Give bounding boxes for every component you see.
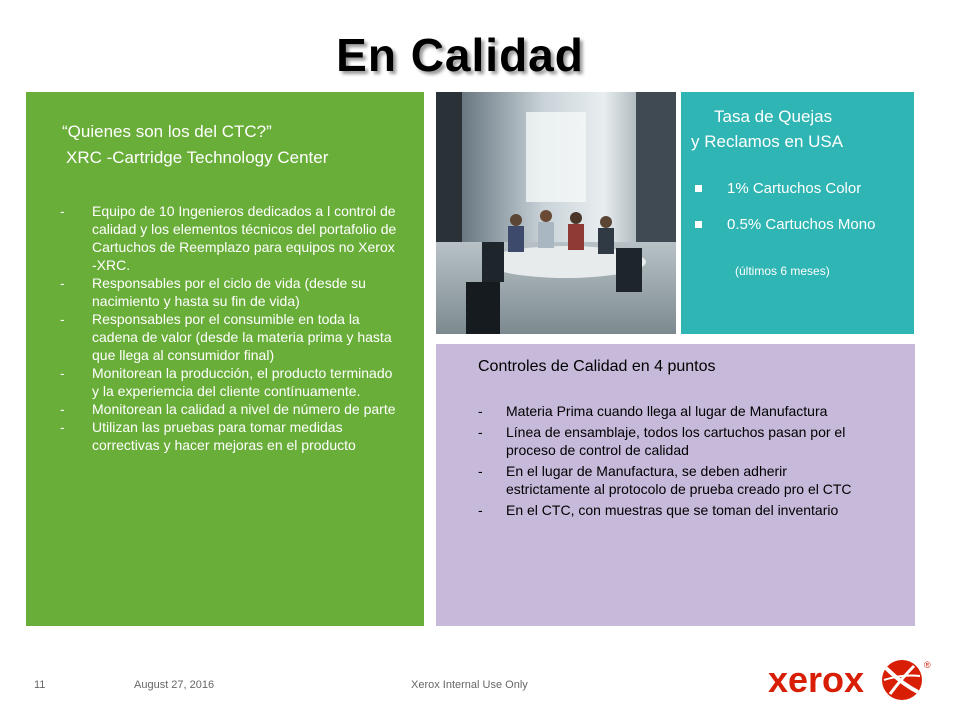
meeting-room-image (436, 92, 676, 334)
quality-controls-list (478, 402, 858, 522)
list-item-text: En el CTC, con muestras que se toman del inventario (506, 502, 839, 518)
list-item (60, 310, 400, 364)
list-item-text: Responsables por el consumible en toda la cadena de valor (desde la materia prima y hasta que llega al consumidor final) (92, 311, 392, 363)
dash-bullet: - (478, 403, 483, 419)
square-bullet-icon (695, 221, 702, 228)
dash-bullet: - (60, 365, 65, 381)
complaint-rate-subheading: y Reclamos en USA (691, 132, 844, 151)
list-item-text: En el lugar de Manufactura, se deben adherir estrictamente al protocolo de prueba creado pro el CTC (506, 463, 852, 497)
dash-bullet: - (60, 311, 65, 327)
dash-bullet: - (478, 424, 483, 440)
list-item-text: Monitorean la calidad a nivel de número de parte (92, 401, 396, 417)
list-item (60, 418, 400, 454)
list-item-text: Utilizan las pruebas para tomar medidas correctivas y hacer mejoras en el producto (92, 419, 356, 453)
list-item (695, 216, 875, 252)
xerox-logo (768, 654, 938, 704)
list-item (478, 462, 858, 498)
quality-controls-heading: Controles de Calidad en 4 puntos (478, 358, 716, 375)
dash-bullet: - (60, 275, 65, 291)
slide-title: En Calidad (336, 29, 584, 81)
complaint-rate-list (695, 180, 875, 252)
list-item-text: Equipo de 10 Ingenieros dedicados a l control de calidad y los elementos técnicos del portafolio de Cartuchos de Reemplazo para equipos no Xerox -XRC. (92, 203, 397, 273)
complaint-rate-heading: Tasa de Quejas (714, 107, 833, 126)
ctc-info-panel (26, 92, 424, 626)
office-meeting-photo (436, 92, 676, 334)
square-bullet-icon (695, 185, 702, 192)
ctc-question-heading: “Quienes son los del CTC?” (62, 122, 272, 141)
list-item (60, 202, 400, 274)
list-item (478, 423, 858, 459)
list-item-text: 0.5% Cartuchos Mono (727, 216, 876, 233)
dash-bullet: - (60, 401, 65, 417)
dash-bullet: - (60, 203, 65, 219)
dash-bullet: - (478, 463, 483, 479)
list-item-text: Responsables por el ciclo de vida (desde su nacimiento y hasta su fin de vida) (92, 275, 366, 309)
dash-bullet: - (60, 419, 65, 435)
list-item (478, 501, 858, 519)
classification-label: Xerox Internal Use Only (411, 679, 528, 691)
list-item-text: Línea de ensamblaje, todos los cartuchos pasan por el proceso de control de calidad (506, 424, 846, 458)
list-item-text: Monitorean la producción, el producto terminado y la experiemcia del cliente contínuamente. (92, 365, 393, 399)
complaint-rate-panel (681, 92, 914, 334)
xerox-ball-icon (882, 660, 922, 700)
ctc-responsibilities-list (60, 202, 400, 454)
list-item (60, 274, 400, 310)
dash-bullet: - (478, 502, 483, 518)
list-item (60, 400, 400, 418)
slide-date: August 27, 2016 (134, 679, 215, 691)
list-item (695, 180, 875, 216)
trademark-symbol: ® (924, 660, 931, 670)
list-item (478, 402, 858, 420)
page-number: 11 (34, 679, 46, 691)
list-item-text: Materia Prima cuando llega al lugar de Manufactura (506, 403, 828, 419)
ctc-name-heading: XRC -Cartridge Technology Center (66, 148, 329, 167)
period-note: (últimos 6 meses) (735, 264, 830, 278)
list-item (60, 364, 400, 400)
xerox-wordmark: xerox (768, 659, 865, 700)
list-item-text: 1% Cartuchos Color (727, 180, 862, 197)
quality-controls-panel (436, 344, 915, 626)
